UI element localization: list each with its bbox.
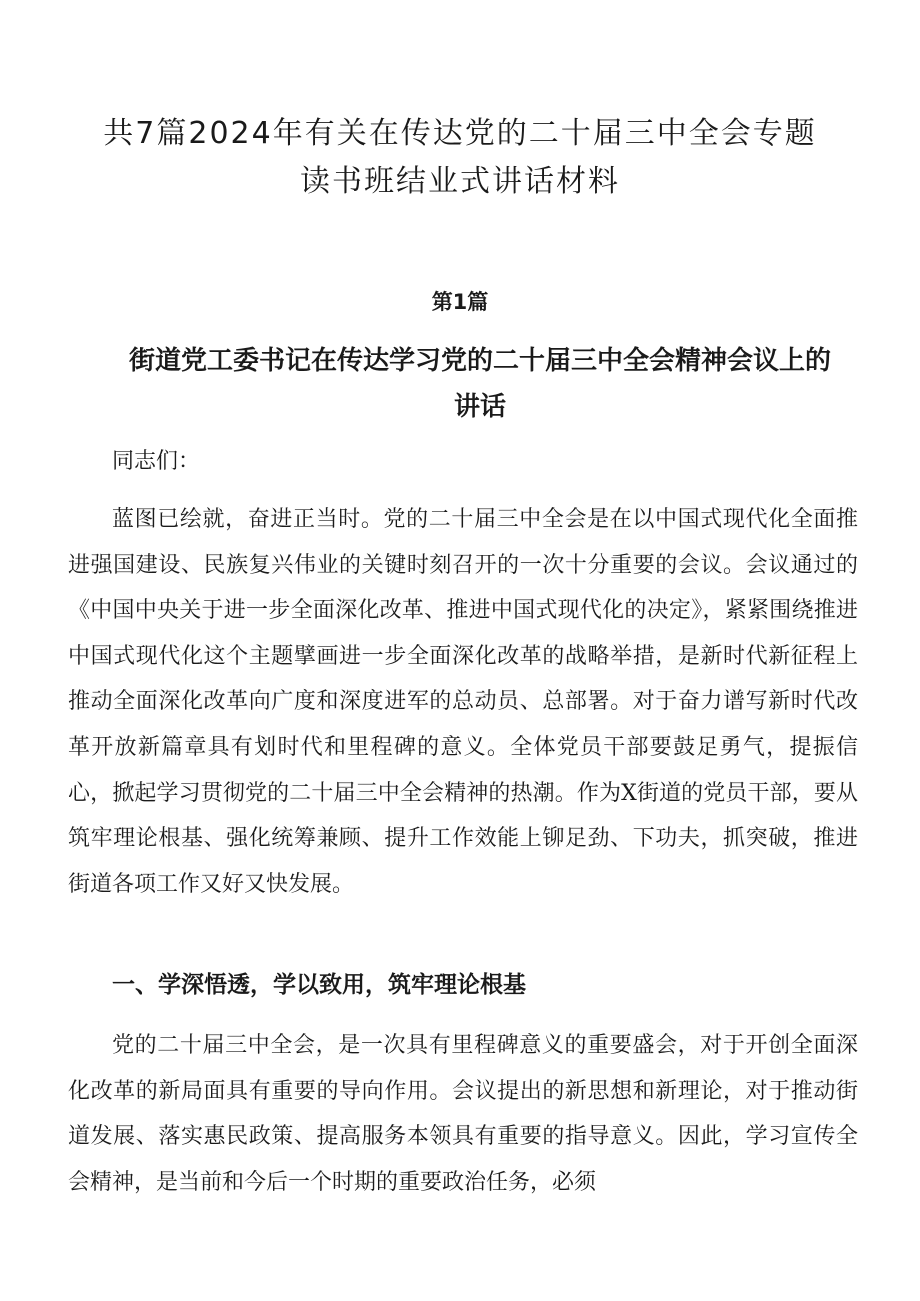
document-title-line-1: 共7篇2024年有关在传达党的二十届三中全会专题 <box>103 116 817 151</box>
paragraph-1: 蓝图已绘就，奋进正当时。党的二十届三中全会是在以中国式现代化全面推进强国建设、民族复兴伟业的关键时刻召开的一次十分重要的会议。会议通过的《中国中央关于进一步全面深化改革、推进中国式现代化的决定》，紧紧围绕推进中国式现代化这个主题擘画进一步全面深化改革的战略举措，是新时代新征程上推动全面深化改革向广度和深度进军的总动员、总部署。对于奋力谱写新时代改革开放新篇章具有划时代和里程碑的意义。全体党员干部要鼓足勇气，提振信心，掀起学习贯彻党的二十届三中全会精神的热潮。作为X街道的党员干部，要从筑牢理论根基、强化统筹兼顾、提升工作效能上铆足劲、下功夫，抓突破，推进街道各项工作又好又快发展。 <box>68 507 858 897</box>
document-title <box>70 110 850 206</box>
article-title <box>60 338 900 430</box>
section-label: 第1篇 <box>431 290 489 314</box>
article-title-line-1: 街道党工委书记在传达学习党的二十届三中全会精神会议上的 <box>128 346 831 376</box>
greeting: 同志们： <box>112 449 201 474</box>
document-title-line-2: 读书班结业式讲话材料 <box>300 164 620 199</box>
article-title-line-2: 讲话 <box>453 392 506 422</box>
section-heading-1: 一、学深悟透，学以致用，筑牢理论根基 <box>112 972 526 998</box>
paragraph-2: 党的二十届三中全会，是一次具有里程碑意义的重要盛会，对于开创全面深化改革的新局面具有重要的导向作用。会议提出的新思想和新理论，对于推动街道发展、落实惠民政策、提高服务本领具有重要的指导意义。因此，学习宣传全会精神，是当前和今后一个时期的重要政治任务，必须 <box>68 1033 858 1195</box>
